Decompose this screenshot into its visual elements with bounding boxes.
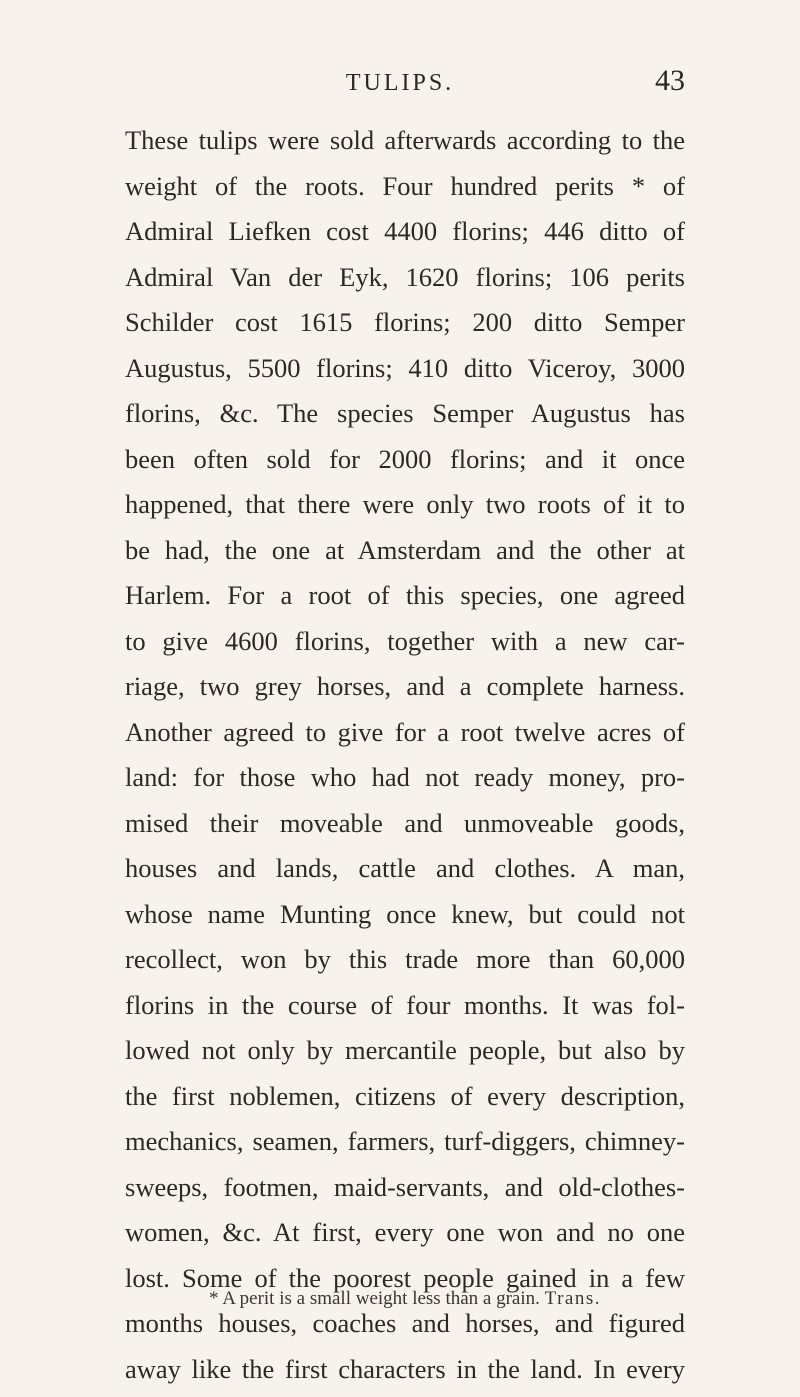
text-line: the first noblemen, citizens of every description, <box>125 1080 685 1111</box>
page-number: 43 <box>655 64 685 97</box>
text-line: to give 4600 florins, together with a new car- <box>125 625 685 656</box>
text-line: sweeps, footmen, maid-servants, and old-clothes- <box>125 1171 685 1202</box>
text-line: lowed not only by mercantile people, but also by <box>125 1035 685 1065</box>
text-line: Schilder cost 1615 florins; 200 ditto Semper <box>125 307 685 337</box>
text-line: Admiral Van der Eyk, 1620 florins; 106 perits <box>125 261 685 292</box>
text-line: whose name Munting once knew, but could not <box>125 898 685 929</box>
text-line: riage, two grey horses, and a complete harness. <box>125 671 685 701</box>
text-line: months houses, coaches and horses, and figured <box>125 1308 685 1338</box>
running-title: TULIPS. <box>345 70 455 96</box>
text-line: weight of the roots. Four hundred perits * of <box>125 170 685 201</box>
text-line: mechanics, seamen, farmers, turf-diggers, chimney- <box>125 1126 685 1156</box>
text-line: recollect, won by this trade more than 60,000 <box>125 944 685 974</box>
text-line: Augustus, 5500 florins; 410 ditto Viceroy, 3000 <box>125 352 685 383</box>
footnote-attribution: Trans. <box>544 1288 601 1309</box>
text-line: florins, &c. The species Semper Augustus has <box>125 398 685 428</box>
body-text <box>125 118 685 1392</box>
text-line: These tulips were sold afterwards according to the <box>125 125 685 155</box>
text-line: happened, that there were only two roots of it to <box>125 489 685 519</box>
running-head <box>0 64 800 110</box>
text-line: women, &c. At first, every one won and no one <box>125 1217 685 1247</box>
text-line: land: for those who had not ready money, pro- <box>125 762 685 792</box>
text-line: lost. Some of the poorest people gained in a few <box>125 1262 685 1293</box>
text-line: be had, the one at Amsterdam and the other at <box>125 534 685 565</box>
text-line: houses and lands, cattle and clothes. A man, <box>125 853 685 883</box>
text-line: Admiral Liefken cost 4400 florins; 446 ditto of <box>125 216 685 246</box>
text-line: Harlem. For a root of this species, one agreed <box>125 580 685 610</box>
footnote-text: * A perit is a small weight less than a grain. <box>209 1288 540 1309</box>
text-line: florins in the course of four months. It was fol- <box>125 989 685 1020</box>
text-line: mised their moveable and unmoveable goods, <box>125 807 685 838</box>
text-line: Another agreed to give for a root twelve acres of <box>125 716 685 747</box>
text-line: been often sold for 2000 florins; and it once <box>125 443 685 474</box>
text-line: away like the first characters in the land. In every <box>125 1353 685 1384</box>
footnote <box>125 1288 685 1310</box>
